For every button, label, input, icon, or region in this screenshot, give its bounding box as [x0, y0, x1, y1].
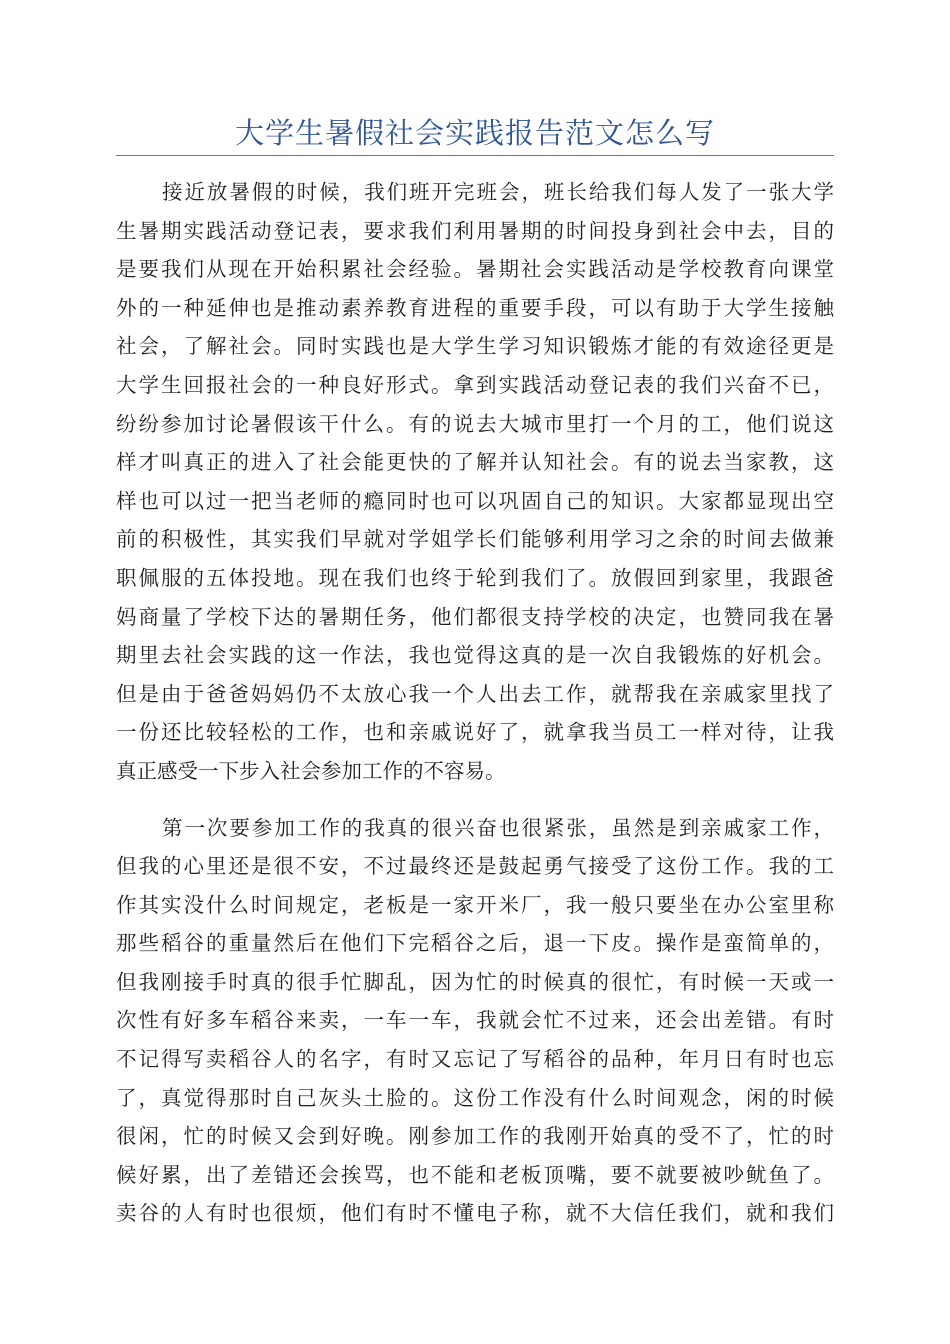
title-underline — [116, 155, 834, 156]
text-line: 卖谷的人有时也很烦，他们有时不懂电子称，就不大信任我们，就和我们 — [116, 1201, 834, 1226]
text-line: 接近放暑假的时候，我们班开完班会，班长给我们每人发了一张大学 — [162, 180, 834, 204]
text-line: 候好累，出了差错还会挨骂，也不能和老板顶嘴，要不就要被吵鱿鱼了。 — [116, 1162, 834, 1187]
paragraph-1 — [116, 173, 834, 791]
text-line: 前的积极性，其实我们早就对学姐学长们能够利用学习之余的时间去做兼 — [116, 527, 834, 552]
text-line: 不记得写卖稻谷人的名字，有时又忘记了写稻谷的品种，年月日有时也忘 — [116, 1047, 834, 1072]
text-line: 职佩服的五体投地。现在我们也终于轮到我们了。放假回到家里，我跟爸 — [116, 565, 834, 590]
document-body — [116, 173, 834, 1233]
text-line: 样也可以过一把当老师的瘾同时也可以巩固自己的知识。大家都显现出空 — [116, 488, 834, 513]
text-line: 社会，了解社会。同时实践也是大学生学习知识锻炼才能的有效途径更是 — [116, 334, 834, 359]
text-line: 是要我们从现在开始积累社会经验。暑期社会实践活动是学校教育向课堂 — [116, 257, 834, 282]
text-line: 第一次要参加工作的我真的很兴奋也很紧张，虽然是到亲戚家工作， — [162, 815, 834, 840]
text-line: 很闲，忙的时候又会到好晚。刚参加工作的我刚开始真的受不了，忙的时 — [116, 1124, 834, 1149]
text-line: 次性有好多车稻谷来卖，一车一车，我就会忙不过来，还会出差错。有时 — [116, 1008, 834, 1033]
text-line: 了，真觉得那时自己灰头土脸的。这份工作没有什么时间观念，闲的时候 — [116, 1085, 834, 1110]
text-line: 外的一种延伸也是推动素养教育进程的重要手段，可以有助于大学生接触 — [116, 295, 834, 320]
text-line: 生暑期实践活动登记表，要求我们利用暑期的时间投身到社会中去，目的 — [116, 218, 834, 243]
text-line: 样才叫真正的进入了社会能更快的了解并认知社会。有的说去当家教，这 — [116, 450, 834, 475]
paragraph-2 — [116, 809, 834, 1234]
text-line: 但是由于爸爸妈妈仍不太放心我一个人出去工作，就帮我在亲戚家里找了 — [116, 681, 834, 706]
text-line: 一份还比较轻松的工作，也和亲戚说好了，就拿我当员工一样对待，让我 — [116, 720, 834, 745]
text-line: 但我的心里还是很不安，不过最终还是鼓起勇气接受了这份工作。我的工 — [116, 854, 834, 879]
text-line: 期里去社会实践的这一作法，我也觉得这真的是一次自我锻炼的好机会。 — [116, 643, 834, 668]
text-line: 妈商量了学校下达的暑期任务，他们都很支持学校的决定，也赞同我在暑 — [116, 604, 834, 629]
document-title: 大学生暑假社会实践报告范文怎么写 — [234, 116, 715, 150]
paragraph-spacer — [116, 791, 834, 809]
text-line: 那些稻谷的重量然后在他们下完稻谷之后，退一下皮。操作是蛮简单的， — [116, 931, 834, 956]
text-line: 但我刚接手时真的很手忙脚乱，因为忙的时候真的很忙，有时候一天或一 — [116, 969, 834, 994]
text-line: 作其实没什么时间规定，老板是一家开米厂，我一般只要坐在办公室里称 — [116, 892, 834, 917]
text-line: 纷纷参加讨论暑假该干什么。有的说去大城市里打一个月的工，他们说这 — [116, 411, 834, 436]
text-line: 真正感受一下步入社会参加工作的不容易。 — [116, 758, 506, 783]
text-line: 大学生回报社会的一种良好形式。拿到实践活动登记表的我们兴奋不已， — [116, 372, 834, 397]
